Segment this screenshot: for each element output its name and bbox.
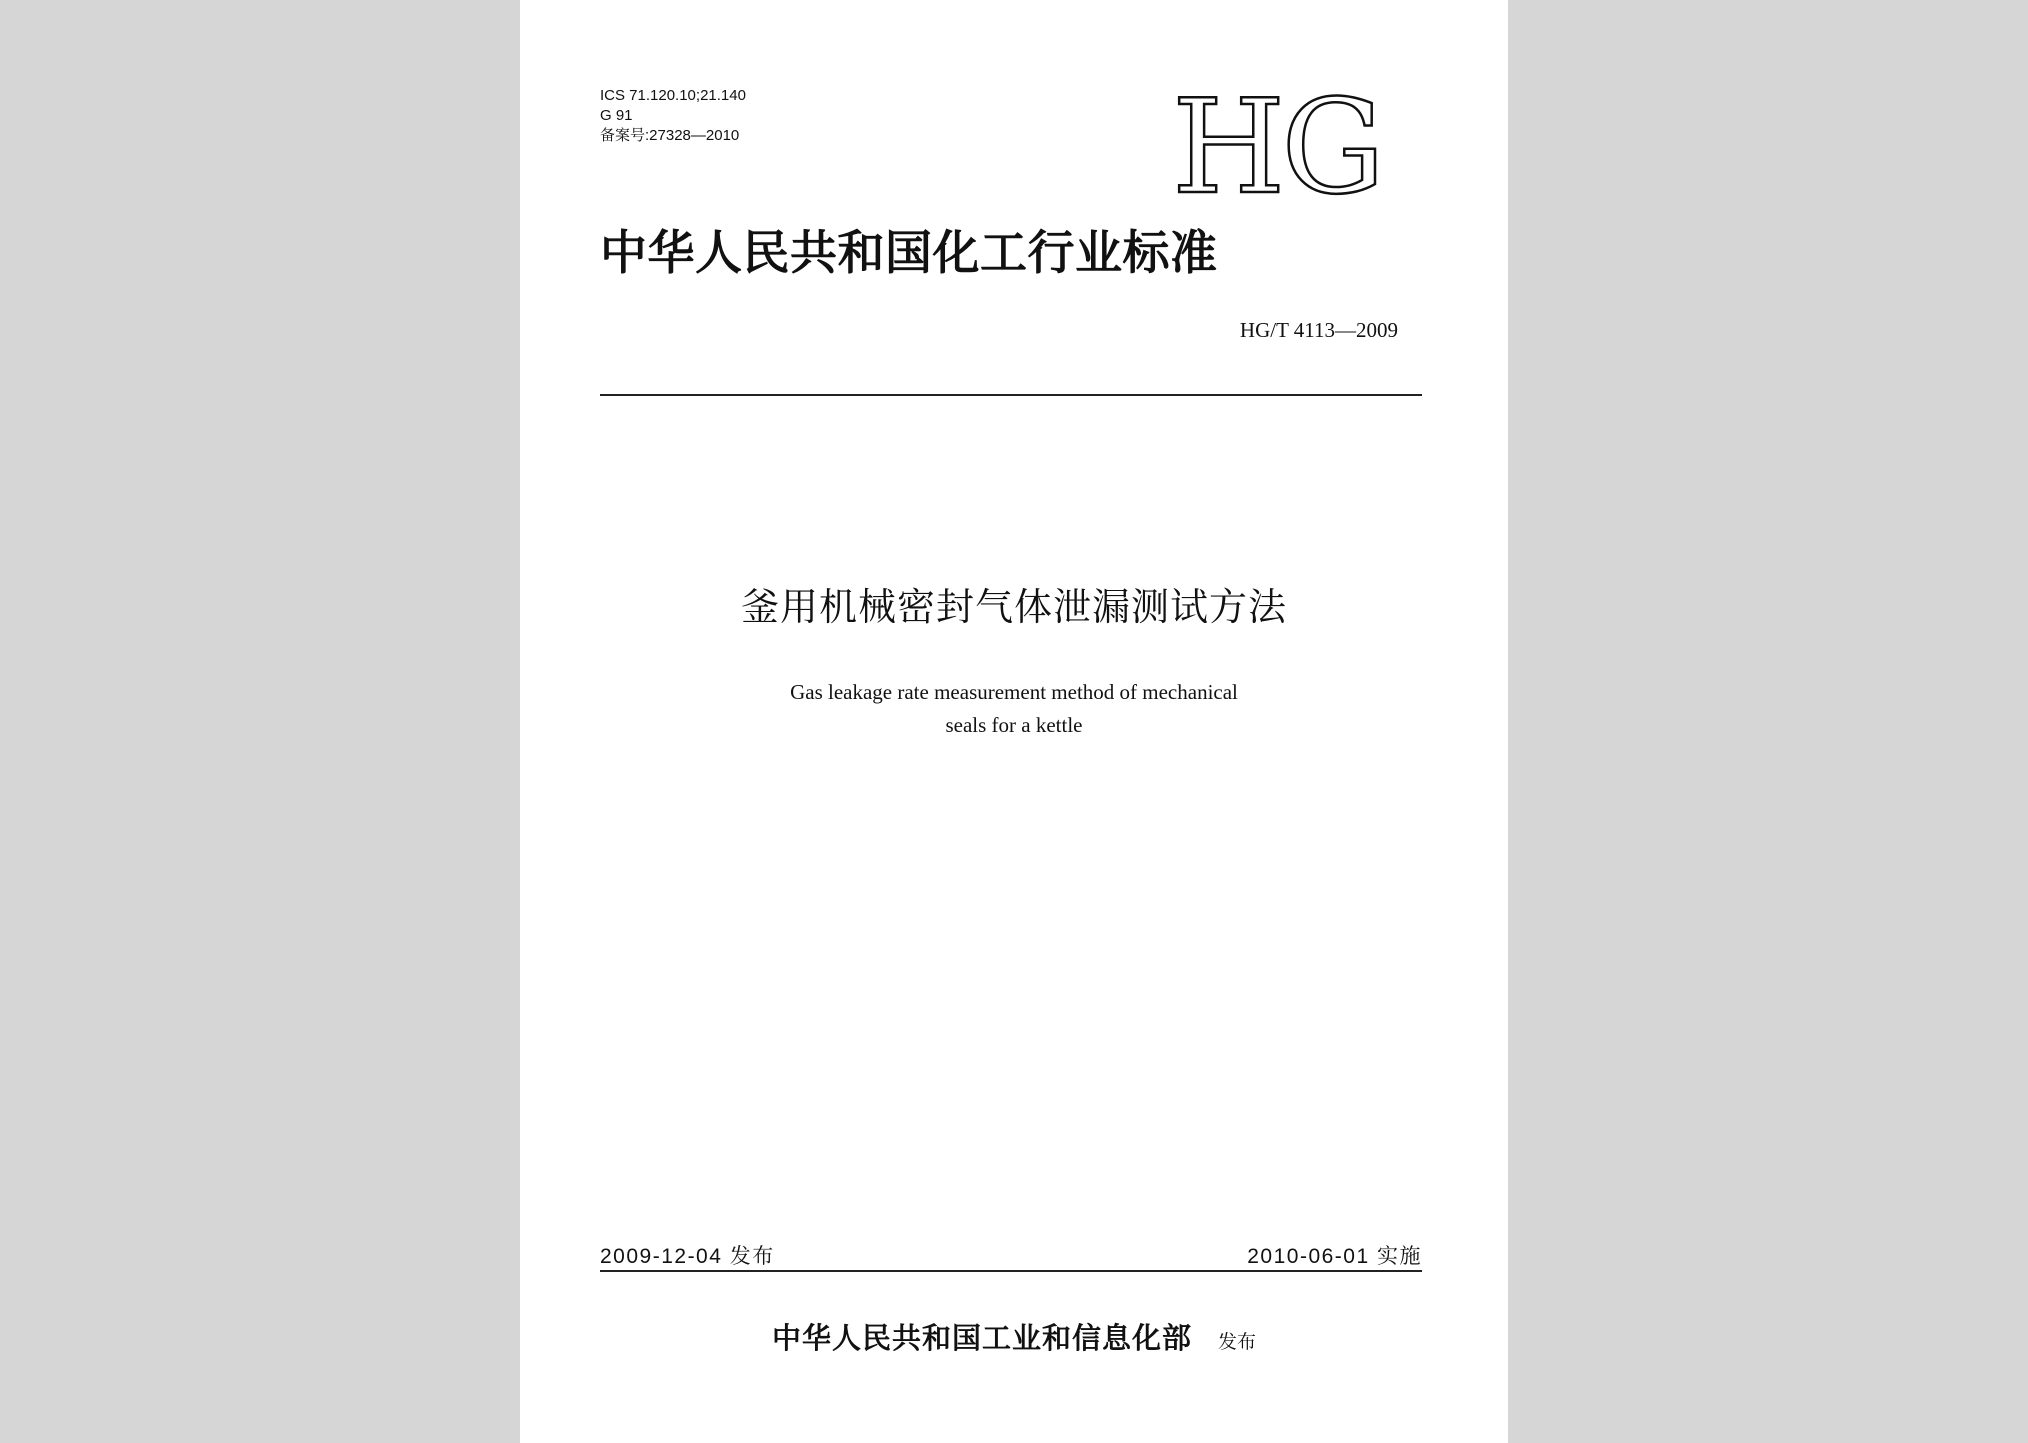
ics-code: ICS 71.120.10;21.140	[600, 87, 746, 104]
implementation-date: 2010-06-01 实施	[1247, 1245, 1422, 1268]
bottom-divider	[600, 1270, 1422, 1272]
publisher-name: 中华人民共和国工业和信息化部	[771, 1321, 1192, 1355]
document-title-chinese: 釜用机械密封气体泄漏测试方法	[740, 585, 1287, 629]
document-page	[520, 0, 1508, 1443]
issue-date: 2009-12-04 发布	[600, 1245, 775, 1268]
standard-code: HG/T 4113—2009	[1239, 318, 1398, 342]
dates-row	[600, 1240, 1422, 1270]
filing-number: 备案号:27328—2010	[600, 127, 740, 144]
hg-logo: HG	[1172, 71, 1382, 223]
classification-block	[600, 86, 746, 146]
publisher-line	[520, 1316, 1508, 1357]
publisher-action: 发布	[1218, 1331, 1257, 1353]
ccs-code: G 91	[600, 107, 633, 124]
standard-category-title: 中华人民共和国化工行业标准	[600, 226, 1218, 281]
english-title-line-1: Gas leakage rate measurement method of mechanical	[790, 680, 1238, 704]
document-title-english	[520, 676, 1508, 742]
english-title-line-2: seals for a kettle	[945, 713, 1083, 737]
top-divider	[600, 394, 1422, 396]
